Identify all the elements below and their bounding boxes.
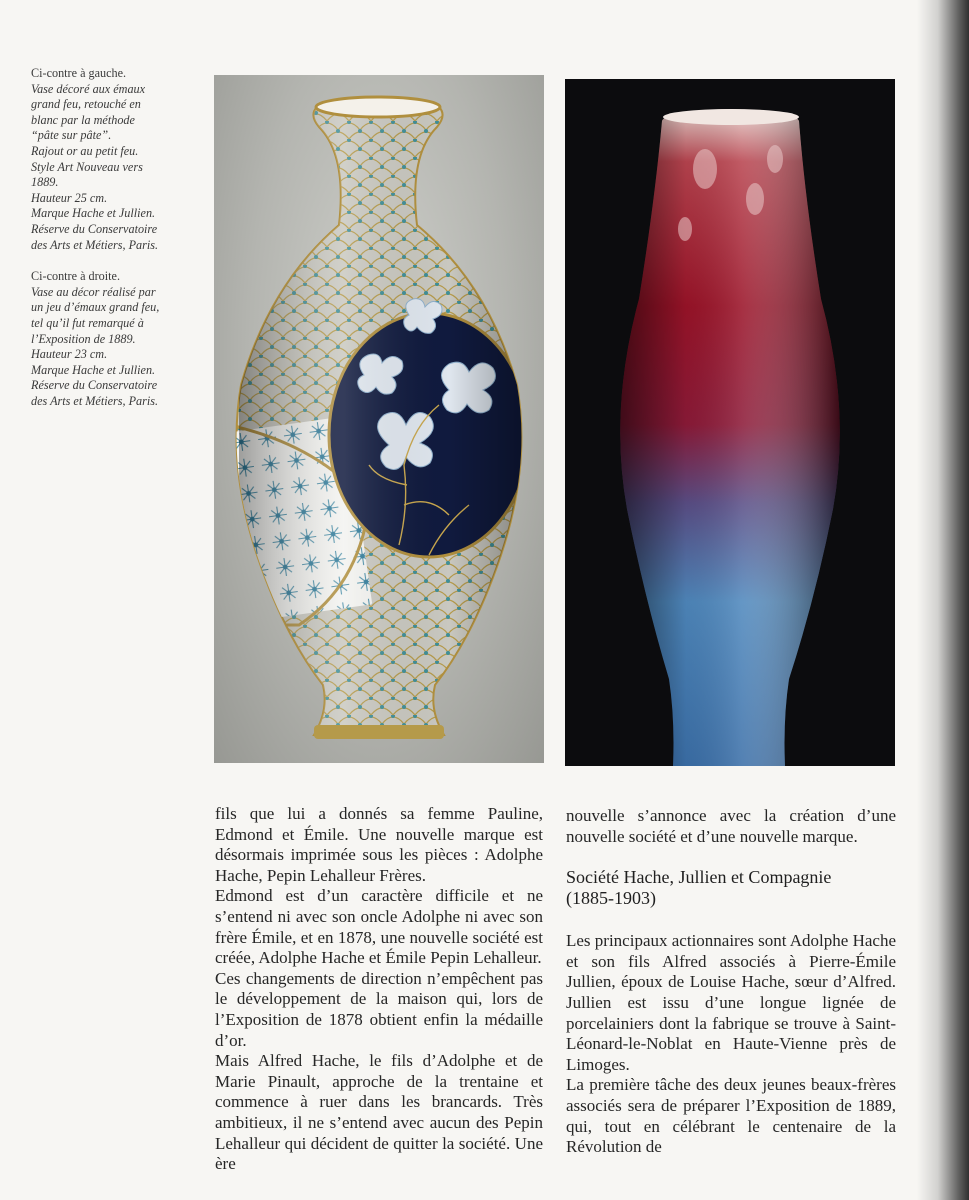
caption-line: Réserve du Conservatoire <box>31 378 158 393</box>
caption-heading: Ci-contre à gauche. <box>31 66 127 80</box>
paragraph: La première tâche des deux jeunes beaux-frères associés sera de préparer l’Exposition de 1889, qui, tout en célébrant le centenaire de la Révolution de <box>566 1075 896 1157</box>
section-heading-title: Société Hache, Jullien et Compagnie <box>566 867 832 888</box>
caption-line: Rajout or au petit feu. <box>31 143 139 158</box>
paragraph: fils que lui a donnés sa femme Pauline, Edmond et Émile. Une nouvelle marque est désormais imprimée sous les pièces : Adolphe Hache, Pepin Lehalleur Frères. <box>215 804 543 885</box>
caption-left-vase <box>31 66 191 253</box>
caption-line: des Arts et Métiers, Paris. <box>31 237 159 252</box>
photo-captions <box>31 66 191 425</box>
caption-right-vase <box>31 269 191 409</box>
caption-line: grand feu, retouché en <box>31 97 141 112</box>
page-binding-shadow <box>917 0 969 1200</box>
caption-line: Réserve du Conservatoire <box>31 221 158 236</box>
paragraph: Les principaux actionnaires sont Adolphe Hache et son fils Alfred associés à Pierre-Émile Jullien, époux de Louise Hache, sœur d’Alfred. Jullien est issu d’une longue lignée de porcelainiers dont la fabrique se trouve à Saint-Léonard-le-Noblat en Haute-Vienne près de Limoges. <box>566 931 896 1074</box>
caption-line: blanc par la méthode <box>31 112 135 127</box>
caption-heading: Ci-contre à droite. <box>31 269 121 284</box>
photo-art-nouveau-vase <box>214 75 544 763</box>
caption-line: des Arts et Métiers, Paris. <box>31 393 159 408</box>
caption-line: tel qu’il fut remarqué à <box>31 315 144 330</box>
caption-line: Hauteur 23 cm. <box>31 347 108 362</box>
flambe-vase-body <box>620 109 840 766</box>
caption-line: “pâte sur pâte”. <box>31 128 112 143</box>
caption-line: Marque Hache et Jullien. <box>31 362 156 377</box>
caption-line: Style Art Nouveau vers <box>31 159 143 174</box>
paragraph: nouvelle s’annonce avec la création d’une nouvelle société et d’une nouvelle marque. <box>566 806 896 846</box>
paragraph: Mais Alfred Hache, le fils d’Adolphe et de Marie Pinault, approche de la trentaine et commence à ruer dans les brancards. Très ambitieux, il ne s’entend avec aucun des Pepin Lehalleur qui décident de quitter la société. Une ère <box>215 1051 543 1174</box>
section-heading <box>566 867 896 909</box>
body-text-left-column <box>215 804 543 1175</box>
caption-line: Vase au décor réalisé par <box>31 284 156 299</box>
caption-line: Hauteur 25 cm. <box>31 190 108 205</box>
caption-line: Marque Hache et Jullien. <box>31 206 156 221</box>
body-text-right-column <box>566 806 896 1158</box>
paragraph: Ces changements de direction n’empêchent pas le développement de la maison qui, lors de l’Exposition de 1878 obtient enfin la médaille d’or. <box>215 968 543 1050</box>
caption-line: Vase décoré aux émaux <box>31 81 146 96</box>
section-heading-dates: (1885-1903) <box>566 888 656 909</box>
vase-body <box>214 85 539 763</box>
caption-line: un jeu d’émaux grand feu, <box>31 300 160 315</box>
caption-line: 1889. <box>31 175 59 190</box>
caption-line: l’Exposition de 1889. <box>31 331 136 346</box>
paragraph: Edmond est d’un caractère difficile et ne s’entend ni avec son oncle Adolphe ni avec son frère Émile, et en 1878, une nouvelle société est créée, Adolphe Hache et Émile Pepin Lehalleur. <box>215 886 543 968</box>
photo-flambe-vase <box>565 79 895 766</box>
